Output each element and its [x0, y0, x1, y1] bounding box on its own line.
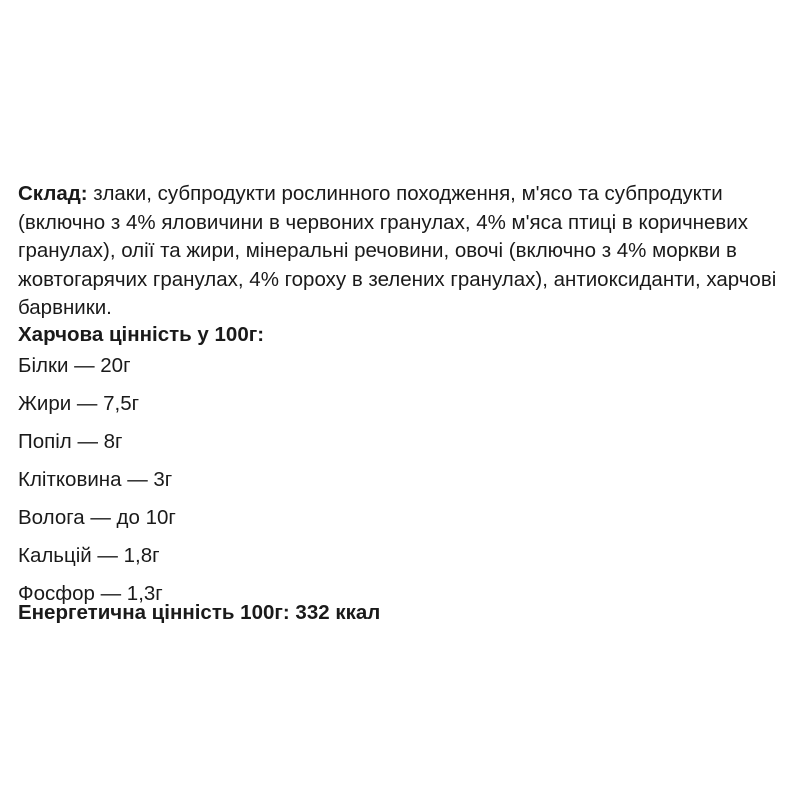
composition-text: злаки, субпродукти рослинного походження, м'ясо та субпродукти (включно з 4% яловичини в червоних гранулах, 4% м'яса птиці в коричневих гранулах), олії та жири, мінеральні речовини, овочі (включно з 4% моркви в жовтогарячих гранулах, 4% гороху в зелених гранулах), антиоксиданти, харчові барвники. [18, 182, 777, 320]
nutrient-item-phosphorus: Фосфор — 1,3г [18, 581, 163, 605]
composition-paragraph [18, 180, 788, 323]
nutrition-heading: Харчова цінність у 100г: [18, 322, 265, 346]
nutrient-item-moisture: Волога — до 10г [18, 505, 176, 529]
nutrient-item-fiber: Клітковина — 3г [18, 467, 173, 491]
nutrient-item-fat: Жири — 7,5г [18, 391, 140, 415]
nutrient-list [18, 347, 788, 613]
composition-label: Склад: [18, 182, 88, 205]
nutrient-item-protein: Білки — 20г [18, 353, 131, 377]
nutrient-item-ash: Попіл — 8г [18, 429, 123, 453]
energy-value: Енергетична цінність 100г: 332 ккал [18, 600, 381, 624]
product-description [18, 180, 788, 623]
nutrient-item-calcium: Кальцій — 1,8г [18, 543, 160, 567]
